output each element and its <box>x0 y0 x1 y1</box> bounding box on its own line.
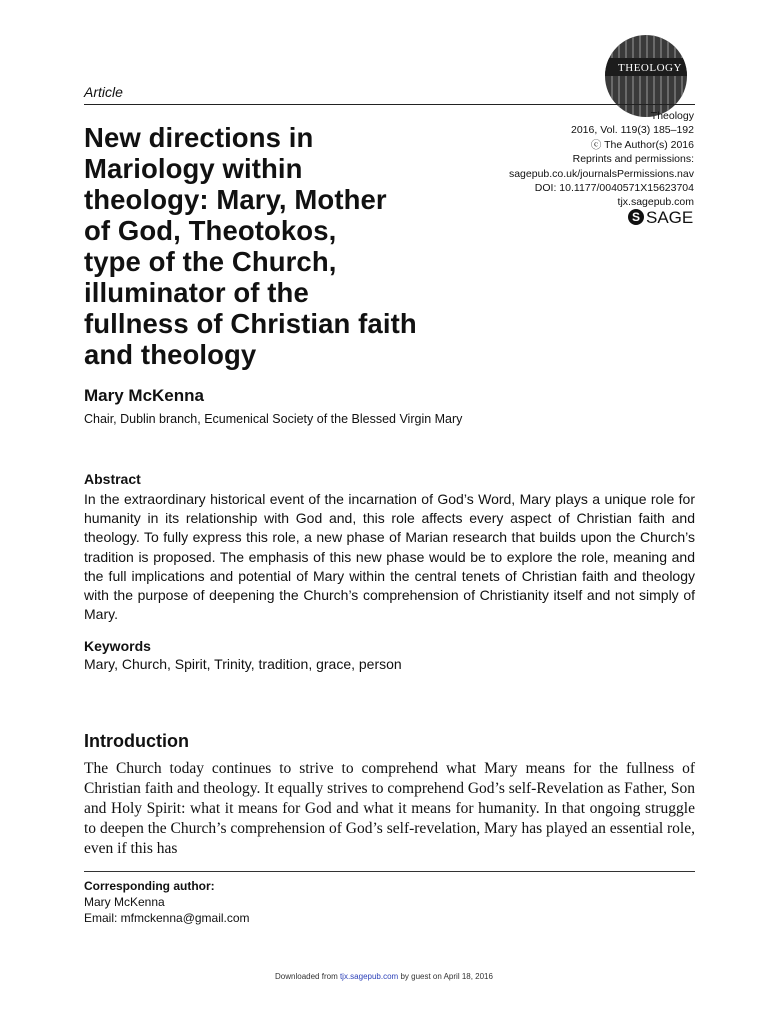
introduction-heading: Introduction <box>84 731 189 751</box>
title-line: fullness of Christian faith <box>84 308 417 339</box>
title-line: and theology <box>84 339 257 370</box>
author-name: Mary McKenna <box>84 386 204 405</box>
title-line: New directions in <box>84 122 314 153</box>
title-line: Mariology within <box>84 153 303 184</box>
download-prefix: Downloaded from <box>275 972 340 981</box>
abstract-heading: Abstract <box>84 471 141 487</box>
keywords-text: Mary, Church, Spirit, Trinity, tradition, grace, person <box>84 656 402 672</box>
header-rule <box>84 104 695 105</box>
meta-journal: Theology <box>650 110 694 122</box>
meta-site-link[interactable]: tjx.sagepub.com <box>617 196 694 209</box>
abstract-text: In the extraordinary historical event of the incarnation of God’s Word, Mary plays a unique role for humanity in its relationship with God and, this role affects every aspect of Christian faith and theology. To fully express this role, a new phase of Marian research that builds upon the Church’s tradition is proposed. The emphasis of this new phase would be to explore the role, meaning and the full implications and potential of Mary within the central tenets of Christian faith and theology with the purpose of deepening the Church’s comprehension of Christianity itself and not simply of Mary. <box>84 491 695 623</box>
footnote-rule-short <box>350 871 413 872</box>
download-site-link[interactable]: tjx.sagepub.com <box>339 972 399 981</box>
article-metadata <box>454 109 694 210</box>
meta-permissions-link[interactable]: sagepub.co.uk/journalsPermissions.nav <box>508 167 694 180</box>
title-line: theology: Mary, Mother <box>84 184 387 215</box>
corresponding-author-name: Mary McKenna <box>84 895 165 909</box>
corresponding-author-heading: Corresponding author: <box>84 879 215 893</box>
journal-logo-text: THEOLOGY <box>618 62 682 74</box>
meta-doi[interactable]: DOI: 10.1177/0040571X15623704 <box>534 182 694 195</box>
article-title <box>84 122 474 370</box>
title-line: of God, Theotokos, <box>84 215 337 246</box>
download-notice <box>0 972 768 981</box>
download-suffix: by guest on April 18, 2016 <box>398 972 493 981</box>
article-type-label: Article <box>84 84 123 100</box>
journal-logo-icon <box>604 34 688 118</box>
keywords-heading: Keywords <box>84 638 151 654</box>
sage-logo-text: SAGE <box>646 208 694 227</box>
corresponding-author-email[interactable]: Email: mfmckenna@gmail.com <box>84 911 250 925</box>
meta-copyright: ⓒ The Author(s) 2016 <box>590 138 694 151</box>
meta-volume: 2016, Vol. 119(3) 185–192 <box>571 124 694 137</box>
introduction-text: The Church today continues to strive to comprehend what Mary means for the fullness of Christian faith and theology. It equally strives to comprehend God’s self-Revelation as Father, Son and Holy Spirit: what it means for God and what it means for humanity. In that ongoing struggle to deepen the Church’s comprehension of God’s self-revelation, Mary has played an essential role, even if this has <box>84 760 695 857</box>
svg-text:S: S <box>631 210 641 224</box>
title-line: type of the Church, <box>84 246 337 277</box>
meta-reprints: Reprints and permissions: <box>572 153 694 166</box>
title-line: illuminator of the <box>84 277 309 308</box>
author-affiliation: Chair, Dublin branch, Ecumenical Society of the Blessed Virgin Mary <box>84 412 463 426</box>
sage-logo-icon <box>627 206 695 228</box>
